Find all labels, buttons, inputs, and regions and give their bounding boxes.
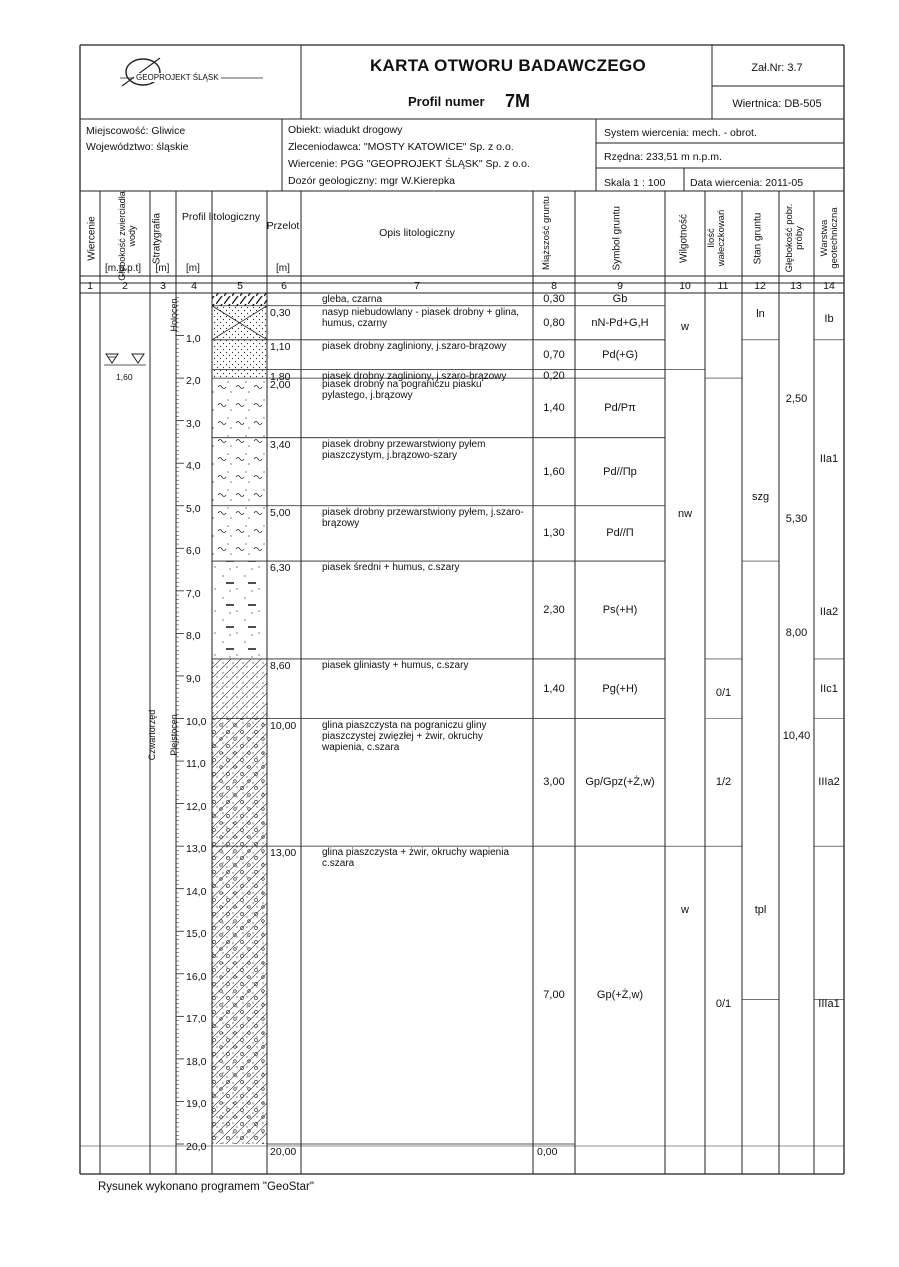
layer-top-depth: 1,10	[270, 340, 291, 353]
col-water-unit: [m.p.p.t]	[104, 263, 142, 274]
company-logo	[108, 54, 268, 94]
layer-thickness: 2,30	[543, 603, 565, 616]
soil-symbol: nN-Pd+G,H	[591, 316, 649, 329]
layer-top-depth: 3,40	[270, 438, 291, 451]
layer-top-depth: 6,30	[270, 562, 291, 575]
strat-pleistocene: Plejstocen	[169, 714, 179, 756]
column-number: 4	[191, 280, 197, 292]
column-number: 14	[823, 280, 835, 292]
lithology-fill	[212, 306, 267, 340]
depth-tick-label: 17,0	[186, 1013, 207, 1026]
profile-number: 7M	[505, 91, 531, 111]
column-number: 5	[237, 280, 243, 292]
column-number: 6	[281, 280, 287, 292]
geotech-layer-value: IIIa2	[818, 776, 840, 789]
moisture-value: w	[681, 321, 689, 334]
lithology-fill	[212, 846, 267, 1144]
layer-description: glina piaszczysta na pograniczu gliny piaszczystej zwięzłej + żwir, okruchy wapienia, c.szara	[322, 719, 487, 753]
layer-thickness: 1,40	[543, 682, 565, 695]
depth-tick-label: 20,0	[186, 1141, 207, 1153]
layer-top-depth: 10,00	[270, 719, 297, 732]
depth-tick-label: 8,0	[186, 630, 201, 643]
col-rolls: Ilość wałeczkowań	[706, 209, 727, 267]
client: Zleceniodawca: "MOSTY KATOWICE" Sp. z o.o.	[288, 141, 514, 153]
strat-holocene: Holocen	[169, 298, 179, 332]
lithology-fill	[212, 370, 267, 379]
soil-symbol: Gb	[612, 293, 628, 306]
rolls-value: 0/1	[715, 997, 732, 1010]
depth-tick-label: 15,0	[186, 928, 207, 941]
depth-tick-label: 7,0	[186, 587, 201, 600]
lithology-fill	[212, 719, 267, 847]
attachment-number: Zał.Nr: 3.7	[751, 62, 803, 74]
depth-tick-label: 6,0	[186, 545, 201, 558]
layer-top-depth: 8,60	[270, 659, 291, 672]
column-number: 13	[790, 280, 802, 292]
column-number: 2	[122, 280, 128, 292]
water-level-icon	[102, 352, 148, 372]
layer-description: piasek drobny na pograniczu piasku pylastego, j.brązowy	[322, 379, 482, 402]
depth-tick-label: 1,0	[186, 332, 201, 345]
depth-tick-label: 14,0	[186, 885, 207, 898]
geotech-layer-value: Ib	[824, 312, 834, 325]
geotech-layer-value: IIa2	[819, 606, 839, 619]
soil-state-value: ln	[756, 308, 765, 321]
geotech-layer-value: IIc1	[820, 682, 838, 695]
depth-tick-label: 11,0	[186, 758, 206, 771]
lithology-fill	[212, 506, 267, 561]
locality: Miejscowość: Gliwice	[86, 125, 186, 137]
layer-thickness: 1,40	[543, 401, 565, 414]
final-depth: 20,00	[270, 1146, 297, 1158]
layer-description: piasek drobny zagliniony, j.szaro-brązowy	[322, 340, 507, 352]
lithology-fill	[212, 293, 267, 306]
depth-tick-label: 16,0	[186, 970, 207, 983]
depth-tick-label: 3,0	[186, 417, 201, 430]
moisture-value: nw	[677, 508, 693, 521]
moisture-value: w	[681, 903, 689, 916]
soil-symbol: Ps(+H)	[602, 603, 638, 616]
col-geotech-layer: Warstwa geotechniczna	[819, 207, 840, 269]
lithology-fill	[212, 340, 267, 370]
layer-thickness: 0,80	[543, 316, 565, 329]
depth-tick-label: 19,0	[186, 1098, 207, 1111]
col-soil-symbol: Symbol gruntu	[611, 206, 623, 271]
layer-description: piasek drobny przewarstwiony pyłem piaszczystym, j.brązowo-szary	[322, 438, 486, 461]
col-stratigraphy: Stratygrafia	[151, 212, 163, 265]
col-profile-unit: [m]	[186, 263, 200, 274]
layer-thickness: 7,00	[543, 989, 565, 1002]
lithology-fill	[212, 561, 267, 659]
layer-description: gleba, czarna	[322, 294, 383, 305]
layer-thickness: 0,70	[543, 348, 565, 361]
column-number: 1	[87, 280, 93, 292]
geotech-layer-value: IIa1	[819, 452, 839, 465]
depth-tick-label: 5,0	[186, 502, 201, 515]
soil-symbol: Pd/Pπ	[604, 401, 636, 414]
layer-description: piasek drobny przewarstwiony pyłem, j.szaro-brązowy	[322, 506, 524, 529]
column-number: 3	[160, 280, 166, 292]
voivodeship: Województwo: śląskie	[86, 141, 189, 153]
sample-depth-value: 5,30	[785, 512, 808, 525]
column-number: 8	[551, 280, 557, 292]
layer-thickness: 0,20	[543, 369, 565, 382]
col-water-depth: Głębokość zwierciadła wody	[117, 191, 137, 281]
rolls-value: 0/1	[715, 686, 732, 699]
layer-thickness: 1,60	[543, 465, 565, 478]
layer-thickness: 1,30	[543, 527, 565, 540]
soil-symbol: Pd//Πp	[603, 465, 637, 478]
layer-description: piasek gliniasty + humus, c.szary	[322, 659, 469, 671]
geotech-layer-value: IIIa1	[818, 997, 840, 1010]
layer-description: nasyp niebudowlany - piasek drobny + glina, humus, czarny	[322, 306, 520, 329]
layer-description: piasek drobny zagliniony, j.szaro-brązowy	[322, 370, 507, 382]
drilling-date: Data wiercenia: 2011-05	[690, 177, 804, 189]
geological-supervisor: Dozór geologiczny: mgr W.Kierepka	[288, 175, 455, 187]
depth-tick-label: 9,0	[186, 672, 201, 685]
soil-symbol: Gp(+Ż,w)	[596, 989, 644, 1002]
layer-top-depth: 2,00	[270, 379, 291, 392]
col-lithological-description: Opis litologiczny	[379, 227, 455, 239]
layer-top-depth: 5,00	[270, 506, 291, 519]
sample-depth-value: 8,00	[785, 627, 808, 640]
layer-description: piasek średni + humus, c.szary	[322, 562, 460, 574]
depth-tick-label: 2,0	[186, 375, 201, 388]
logo-text: GEOPROJEKT ŚLĄSK	[136, 73, 219, 82]
water-level-value: 1,60	[116, 372, 133, 382]
rolls-value: 1/2	[715, 776, 732, 789]
depth-tick-label: 12,0	[186, 800, 207, 813]
layer-description: glina piaszczysta + żwir, okruchy wapienia c.szara	[322, 847, 510, 870]
layer-thickness: 3,00	[543, 776, 565, 789]
object: Obiekt: wiadukt drogowy	[288, 124, 403, 136]
sample-depth-value: 10,40	[782, 729, 811, 742]
soil-symbol: Gp/Gpz(+Ż,w)	[585, 776, 655, 789]
column-number: 7	[414, 280, 420, 292]
final-thickness: 0,00	[537, 1146, 558, 1158]
col-soil-state: Stan gruntu	[752, 212, 764, 265]
layer-thickness: 0,30	[543, 293, 565, 306]
col-moisture: Wilgotność	[678, 214, 690, 263]
strat-quaternary: Czwartorzęd	[147, 709, 157, 761]
footer-note: Rysunek wykonano programem "GeoStar"	[98, 1181, 314, 1193]
drilling-company: Wiercenie: PGG "GEOPROJEKT ŚLĄSK" Sp. z o.o.	[288, 158, 530, 170]
col-sample-depth: Głębokość pobr. próby	[784, 203, 805, 273]
col-interval-unit: [m]	[276, 263, 290, 274]
soil-state-value: szg	[751, 491, 770, 504]
soil-symbol: Pg(+H)	[602, 682, 638, 695]
profile-label: Profil numer	[408, 94, 485, 109]
scale: Skala 1 : 100	[604, 177, 666, 189]
depth-tick-label: 4,0	[186, 460, 201, 473]
layer-top-depth: 0,30	[270, 306, 291, 319]
layer-top-depth: 1,80	[270, 370, 291, 383]
depth-tick-label: 13,0	[186, 843, 207, 856]
col-lithological-profile: Profil litologiczny	[181, 211, 261, 223]
soil-symbol: Pd(+G)	[602, 348, 638, 361]
depth-tick-label: 10,0	[186, 715, 207, 728]
elevation: Rzędna: 233,51 m n.p.m.	[604, 151, 722, 163]
depth-tick-label: 18,0	[186, 1055, 207, 1068]
lithology-fill	[212, 378, 267, 438]
lithology-fill	[212, 659, 267, 719]
col-interval: Przelot	[266, 220, 300, 232]
page-title: KARTA OTWORU BADAWCZEGO	[369, 56, 647, 75]
col-thickness: Miąższość gruntu	[541, 196, 552, 270]
col-drilling: Wiercenie	[86, 216, 98, 261]
layer-top-depth: 13,00	[270, 847, 297, 860]
col-strat-unit: [m]	[155, 263, 170, 274]
sample-depth-value: 2,50	[785, 393, 808, 406]
column-number: 9	[617, 280, 623, 292]
soil-symbol: Pd//Π	[606, 527, 634, 540]
drilling-rig: Wiertnica: DB-505	[732, 98, 822, 110]
column-number: 12	[754, 280, 766, 292]
lithology-fill	[212, 438, 267, 506]
soil-state-value: tpl	[754, 903, 767, 916]
column-number: 11	[717, 280, 729, 292]
column-number: 10	[679, 280, 691, 292]
drilling-system: System wiercenia: mech. - obrot.	[604, 127, 757, 139]
